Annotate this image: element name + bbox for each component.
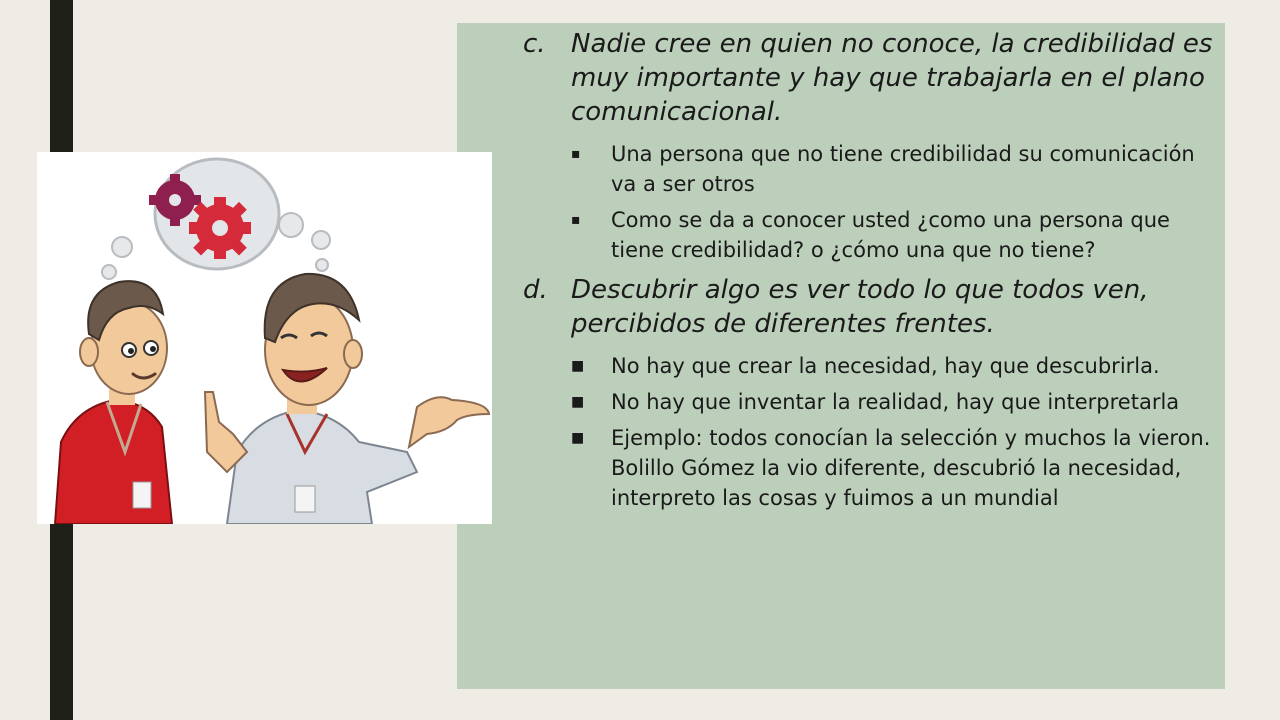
two-men-talking-gears-illustration: [37, 152, 492, 524]
list-item-text: No hay que crear la necesidad, hay que descubrirla.: [611, 354, 1160, 378]
list-item: [523, 139, 1223, 199]
section-marker: d.: [523, 275, 548, 305]
square-bullet-icon: ■: [571, 394, 585, 410]
heading-text: Nadie cree en quien no conoce, la credibilidad es muy importante y hay que trabajarla en el plano comunicacional.: [571, 29, 1213, 127]
section-marker: c.: [523, 29, 546, 59]
list-item: [523, 423, 1223, 513]
square-dingbat-icon: ▪: [571, 212, 581, 228]
heading-text: Descubrir algo es ver todo lo que todos ven, percibidos de diferentes frentes.: [571, 275, 1149, 339]
gear-large-icon: [189, 197, 251, 259]
list-item-text: No hay que inventar la realidad, hay que interpretarla: [611, 390, 1180, 414]
list-item: [523, 351, 1223, 381]
man-grey-shirt: [205, 274, 489, 524]
list-item: [523, 205, 1223, 265]
man-red-shirt: [55, 281, 172, 524]
list-item-text: Como se da a conocer usted ¿como una persona que tiene credibilidad? o ¿cómo una que no tiene?: [611, 208, 1170, 262]
list-item-text: Una persona que no tiene credibilidad su comunicación va a ser otros: [611, 142, 1195, 196]
section-heading: [523, 27, 1223, 129]
square-bullet-icon: ■: [571, 430, 585, 446]
square-dingbat-icon: ▪: [571, 146, 581, 162]
section-heading: [523, 273, 1223, 341]
list-item: [523, 387, 1223, 417]
illustration: [37, 152, 492, 524]
slide-content: [523, 27, 1223, 513]
list-item-text: Ejemplo: todos conocían la selección y muchos la vieron. Bolillo Gómez la vio diferente, descubrió la necesidad, interpreto las cosas y fuimos a un mundial: [611, 426, 1211, 510]
square-bullet-icon: ■: [571, 358, 585, 374]
